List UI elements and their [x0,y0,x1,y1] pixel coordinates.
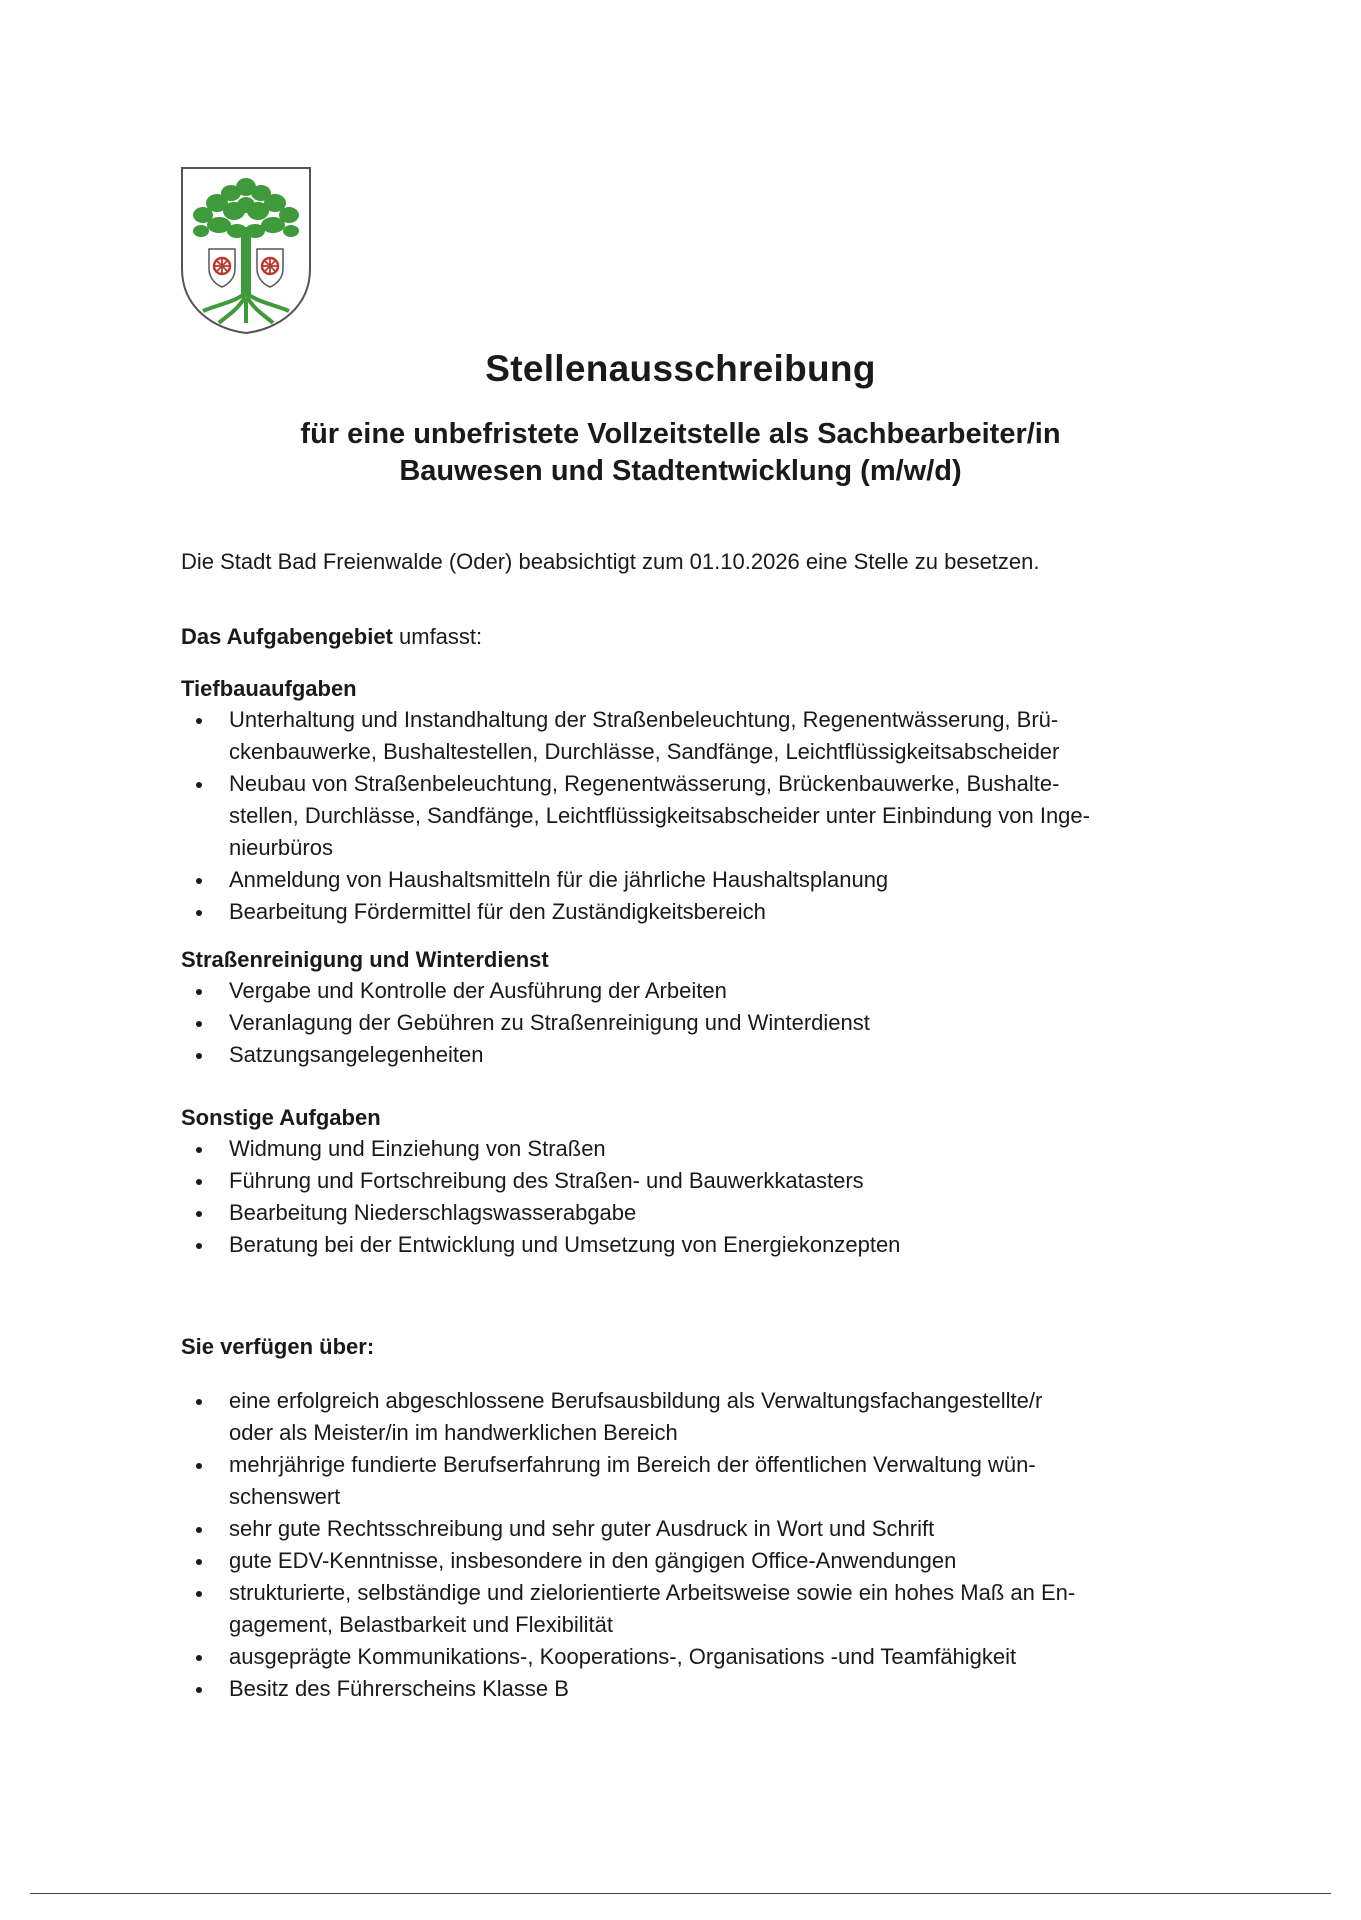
task-list [181,1133,1221,1261]
tasks-heading-bold: Das Aufgabengebiet [181,624,393,649]
requirements-list [181,1385,1221,1705]
list-item [181,768,1221,864]
bullet-icon [196,1211,202,1217]
list-item-text: mehrjährige fundierte Berufserfahrung im Bereich der öffentlichen Verwaltung wün- schenswert [229,1452,1036,1509]
task-group-title: Tiefbauaufgaben [181,676,357,701]
bullet-icon [196,1399,202,1405]
task-list [181,975,1221,1071]
task-group-sonstige [181,1103,1221,1261]
list-item [181,1133,1221,1165]
list-item [181,704,1221,768]
intro-text: Die Stadt Bad Freienwalde (Oder) beabsichtigt zum 01.10.2026 eine Stelle zu besetzen. [181,549,1040,574]
list-item-text: Satzungsangelegenheiten [229,1042,484,1067]
list-item [181,864,1221,896]
bullet-icon [196,1655,202,1661]
bullet-icon [196,910,202,916]
list-item [181,896,1221,928]
list-item [181,1449,1221,1513]
list-item-text: Beratung bei der Entwicklung und Umsetzung von Energiekonzepten [229,1232,901,1257]
bullet-icon [196,1527,202,1533]
page-footer-rule [30,1893,1331,1894]
list-item [181,1513,1221,1545]
subtitle-line-2: Bauwesen und Stadtentwicklung (m/w/d) [399,455,962,487]
bullet-icon [196,1243,202,1249]
list-item-text: Besitz des Führerscheins Klasse B [229,1676,569,1701]
tasks-heading [181,624,1221,650]
requirements-section [181,1332,1221,1362]
bullet-icon [196,1147,202,1153]
list-item-text: gute EDV-Kenntnisse, insbesondere in den gängigen Office-Anwendungen [229,1548,957,1573]
task-group-strassenreinigung [181,945,1221,1071]
list-item-text: Unterhaltung und Instandhaltung der Straßenbeleuchtung, Regenentwässerung, Brü- ckenbauwerke, Bushaltestellen, Durchlässe, Sandfänge, Leichtflüssigkeitsabscheider [229,707,1060,764]
bullet-icon [196,1021,202,1027]
list-item-text: eine erfolgreich abgeschlossene Berufsausbildung als Verwaltungsfachangestellte/r oder als Meister/in im handwerklichen Bereich [229,1388,1043,1445]
list-item-text: Neubau von Straßenbeleuchtung, Regenentwässerung, Brückenbauwerke, Bushalte- stellen, Durchlässe, Sandfänge, Leichtflüssigkeitsabscheider unter Einbindung von Inge- nieurbüros [229,771,1090,860]
list-item [181,1007,1221,1039]
task-group-tiefbau [181,674,1221,928]
bullet-icon [196,878,202,884]
list-item [181,1545,1221,1577]
page-subtitle [0,416,1361,490]
bullet-icon [196,1463,202,1469]
page-title: Stellenausschreibung [485,348,876,389]
list-item [181,975,1221,1007]
bullet-icon [196,1591,202,1597]
tasks-heading-rest: umfasst: [392,624,483,649]
task-group-title: Straßenreinigung und Winterdienst [181,947,549,972]
requirements-list-wrap [181,1385,1221,1705]
list-item [181,1197,1221,1229]
bullet-icon [196,782,202,788]
list-item [181,1641,1221,1673]
bullet-icon [196,1559,202,1565]
bullet-icon [196,718,202,724]
bullet-icon [196,1687,202,1693]
list-item [181,1577,1221,1641]
task-list [181,704,1221,928]
list-item [181,1385,1221,1449]
bullet-icon [196,989,202,995]
list-item-text: Widmung und Einziehung von Straßen [229,1136,606,1161]
list-item-text: Anmeldung von Haushaltsmitteln für die jährliche Haushaltsplanung [229,867,889,892]
list-item-text: sehr gute Rechtsschreibung und sehr guter Ausdruck in Wort und Schrift [229,1516,935,1541]
bullet-icon [196,1053,202,1059]
list-item-text: ausgeprägte Kommunikations-, Kooperations-, Organisations -und Teamfähigkeit [229,1644,1017,1669]
subtitle-line-1: für eine unbefristete Vollzeitstelle als Sachbearbeiter/in [300,418,1061,450]
list-item [181,1229,1221,1261]
list-item-text: Vergabe und Kontrolle der Ausführung der Arbeiten [229,978,727,1003]
list-item [181,1039,1221,1071]
coat-of-arms-icon [179,165,313,335]
list-item-text: Bearbeitung Niederschlagswasserabgabe [229,1200,637,1225]
list-item-text: Veranlagung der Gebühren zu Straßenreinigung und Winterdienst [229,1010,870,1035]
requirements-title: Sie verfügen über: [181,1334,375,1359]
list-item [181,1673,1221,1705]
list-item [181,1165,1221,1197]
list-item-text: strukturierte, selbständige und zielorientierte Arbeitsweise sowie ein hohes Maß an En- gagement, Belastbarkeit und Flexibilität [229,1580,1076,1637]
list-item-text: Bearbeitung Fördermittel für den Zuständigkeitsbereich [229,899,766,924]
list-item-text: Führung und Fortschreibung des Straßen- und Bauwerkkatasters [229,1168,864,1193]
bullet-icon [196,1179,202,1185]
task-group-title: Sonstige Aufgaben [181,1105,381,1130]
